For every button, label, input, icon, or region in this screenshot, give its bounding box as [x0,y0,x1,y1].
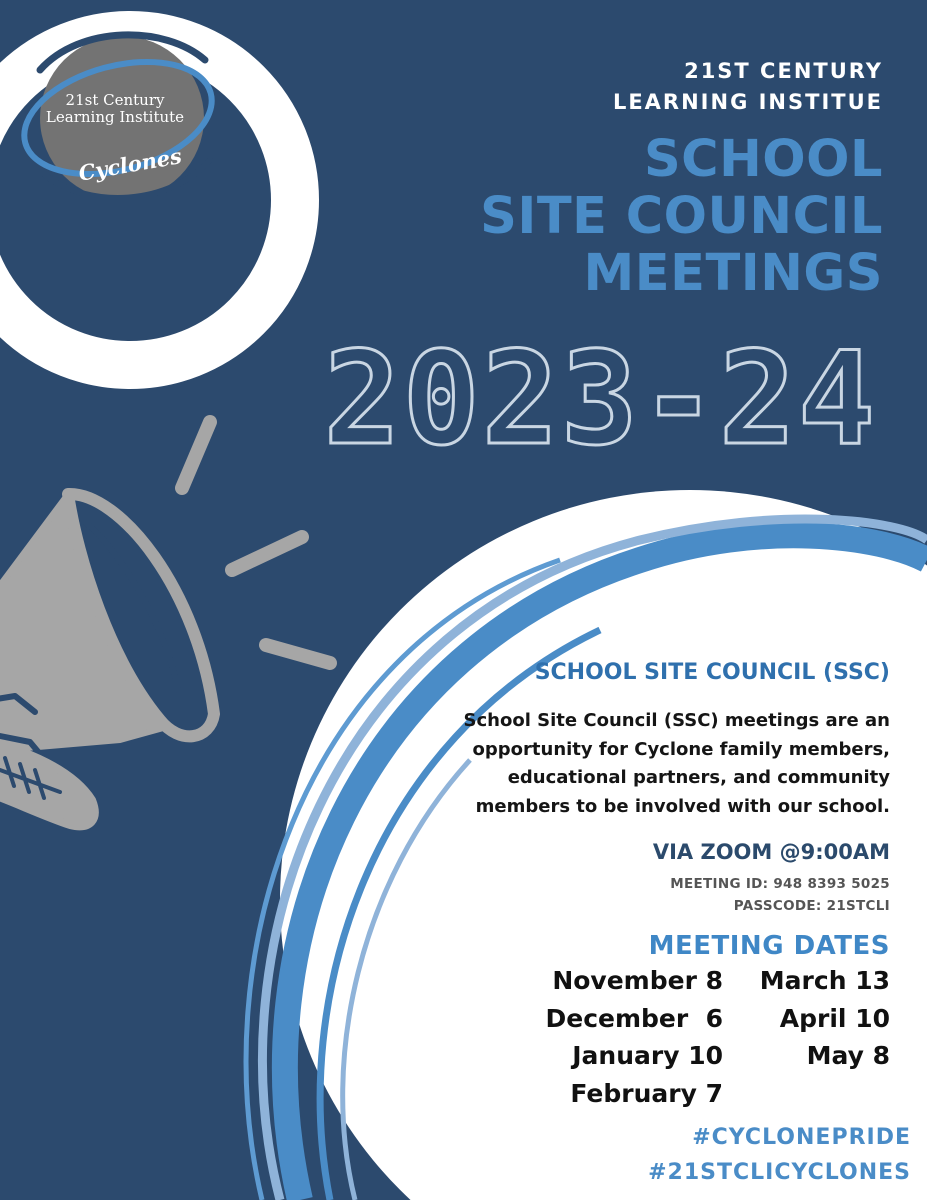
zoom-heading: VIA ZOOM @9:00AM [652,840,890,864]
event-title-line-2: SITE COUNCIL [480,187,883,246]
ssc-description-line: School Site Council (SSC) meetings are an [463,710,890,731]
meeting-dates-left [463,962,723,1112]
meeting-date: March 13 [759,966,890,995]
logo-script: Cyclones [76,143,184,186]
ssc-description [420,707,890,821]
meeting-date: December 6 [545,1003,723,1033]
meeting-date: April 10 [779,1003,890,1033]
ssc-description-line: educational partners, and community [507,767,890,788]
hashtag: #CYCLONEPRIDE [692,1125,911,1150]
meeting-dates-heading: MEETING DATES [648,931,890,961]
meeting-date: February 7 [570,1078,723,1108]
meeting-date: January 10 [572,1041,723,1070]
ssc-description-line: members to be involved with our school. [475,795,890,817]
megaphone-icon [0,422,330,826]
ssc-heading: SCHOOL SITE COUNCIL (SSC) [534,660,890,685]
logo-line-1: 21st Century [65,91,165,109]
event-title [323,131,883,302]
logo-name [30,92,200,126]
organization-name-line-1: 21ST CENTURY [684,59,883,83]
organization-name-line-2: LEARNING INSTITUE [612,90,883,114]
meeting-date: May 8 [806,1041,890,1070]
meeting-dates-right [730,962,890,1075]
hashtag: #21STCLICYCLONES [648,1160,911,1185]
meeting-id: MEETING ID: 948 8393 5025 [670,876,890,892]
meeting-date: November 8 [552,966,723,995]
school-year: 2023-24 [323,325,877,474]
passcode: PASSCODE: 21STCLI [733,898,890,914]
event-title-line-3: MEETINGS [583,244,883,303]
event-title-line-1: SCHOOL [643,130,883,189]
organization-name [463,56,883,118]
logo-line-2: Learning Institute [45,108,185,126]
ssc-description-line: opportunity for Cyclone family members, [472,738,890,760]
